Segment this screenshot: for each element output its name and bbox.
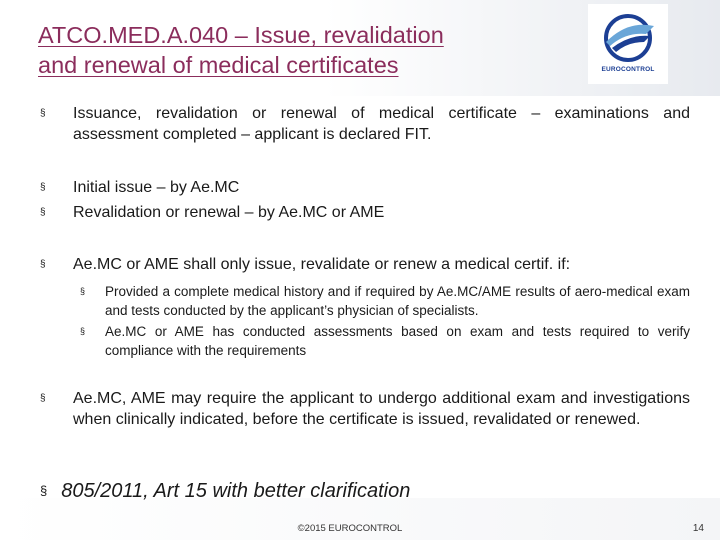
sub-bullet-marker: § [80, 326, 86, 336]
title-line-1: ATCO.MED.A.040 – Issue, revalidation [38, 22, 444, 48]
slide-title [38, 20, 578, 80]
bullet-marker: § [40, 259, 46, 270]
title-line-2: and renewal of medical certificates [38, 52, 399, 78]
closing-text: 805/2011, Art 15 with better clarification [61, 480, 411, 502]
sub-bullet-text: Ae.MC or AME has conducted assessments based on exam and tests required to verify compliance with the requirements [105, 324, 690, 358]
sub-bullet-marker: § [80, 286, 86, 296]
eurocontrol-logo-icon [598, 12, 658, 64]
bullet-marker: § [40, 182, 46, 193]
bullet-text: Ae.MC or AME shall only issue, revalidate or renew a medical certif. if: [73, 256, 571, 273]
page-number: 14 [692, 523, 704, 534]
bullet-item [40, 202, 690, 223]
bullet-item [40, 388, 690, 430]
closing-marker: § [40, 483, 48, 498]
logo-text: EUROCONTROL [601, 66, 655, 73]
closing-bullet [40, 478, 640, 504]
bullet-item [40, 254, 690, 275]
bullet-marker: § [40, 393, 46, 404]
footer-copyright: ©2015 EUROCONTROL [297, 523, 403, 534]
sub-bullet-item [80, 322, 690, 360]
bullet-marker: § [40, 108, 46, 119]
bullet-item [40, 103, 690, 145]
sub-bullet-item [80, 282, 690, 320]
bullet-text: Issuance, revalidation or renewal of medical certificate – examinations and assessment completed – applicant is declared FIT. [73, 105, 690, 143]
eurocontrol-logo [588, 4, 668, 84]
bullet-text: Initial issue – by Ae.MC [73, 179, 240, 196]
bullet-item [40, 177, 690, 198]
bullet-text: Revalidation or renewal – by Ae.MC or AME [73, 204, 385, 221]
bullet-marker: § [40, 207, 46, 218]
bullet-text: Ae.MC, AME may require the applicant to undergo additional exam and investigations when clinically indicated, before the certificate is issued, revalidated or renewed. [73, 390, 690, 428]
sub-bullet-text: Provided a complete medical history and if required by Ae.MC/AME results of aero-medical exam and tests conducted by the applicant’s physician of specialists. [105, 284, 690, 318]
